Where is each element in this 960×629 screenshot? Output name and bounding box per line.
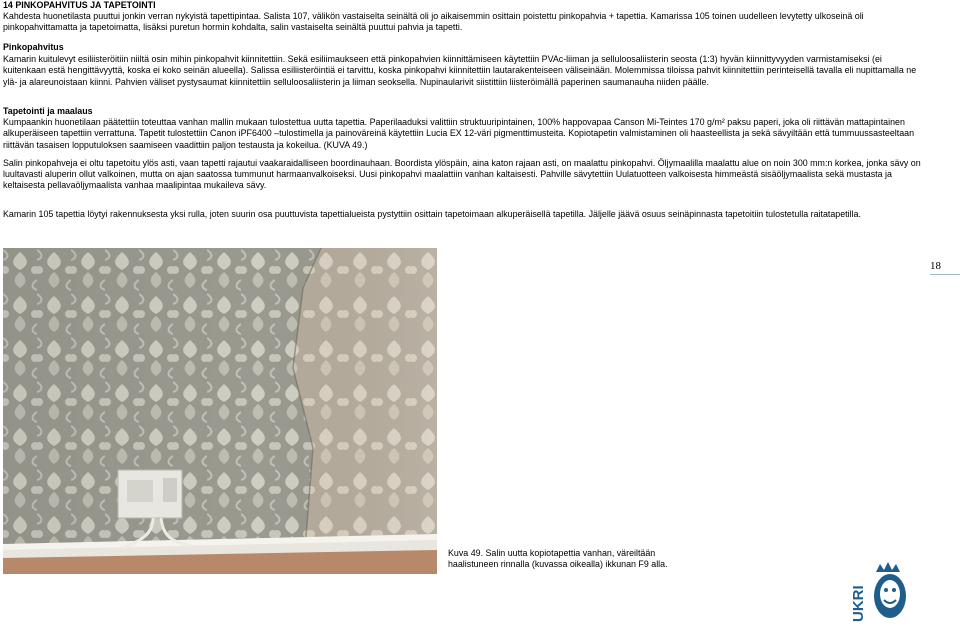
- tapetointi-section: [3, 106, 923, 221]
- section-intro: Kahdesta huonetilasta puuttui jonkin verran nykyistä tapettipintaa. Salista 107, välikön vastaiselta seinältä oli jo aikaisemmin osittain poistettu pinkopahvia + tapettia. Kamarissa 105 toinen uudelleen levytetty ulkoseinä oli pinkopahvittamatta ja tapetoimatta, lisäksi puretun hormin kohdalta, salin vastaiselta seinältä puuttui pahvia ja tapetti.: [3, 11, 864, 33]
- tapetointi-p1b: Paperilaaduksi valittiin struktuuripintainen, 100% happovapaa Canson Mi-Teintes 170 g/m² paksu paperi, joka oli riittävän mattapintainen alkuperäiseen tapettiin verrattuna. Tapetit tulostettiin Canon iPF6400 –tulostimella ja painovärein: [3, 117, 905, 139]
- wallpaper-photo: [3, 248, 437, 574]
- page-number-rule: [930, 274, 960, 275]
- page-number: 18: [930, 260, 941, 272]
- ukri-logo-art: [850, 560, 922, 624]
- tapetointi-p3a: Kamarin 105 tapettia löytyi rakennuksesta yksi rulla, joten suurin osa puuttuvista tapettialueista pystyttiin osittain tapetoimaan alkuperäisellä tapetilla.: [3, 209, 587, 220]
- pinkopahvitus-heading: Pinkopahvitus: [3, 42, 64, 52]
- pinkopahvitus-section: [3, 42, 923, 88]
- tapetointi-heading: Tapetointi ja maalaus: [3, 106, 93, 116]
- crowned-head-emblem-icon: [874, 562, 906, 618]
- pinkopahvitus-paragraph: [3, 54, 923, 88]
- main-text: [3, 0, 923, 34]
- ukri-logo: [850, 560, 922, 624]
- tapetointi-p1c: ä käytettiin Lucia EX 12-väri pigmenttimusteita. Kopiotapetin valmistaminen oli haasteellista ja sekä sävyiltään että tummuussasteeltaan riittävän tasaisen lopputuloksen saamiseen vaadittiin paljon testausta ja kokeilua. (KUVA 49.): [3, 128, 915, 150]
- figure-caption: Kuva 49. Salin uutta kopiotapettia vanhan, väreiltään haalistuneen rinnalla (kuvassa oikealla) ikkunan F9 alla.: [448, 548, 668, 569]
- tapetointi-p2b: Öljymaalilla maalattu alue on noin 300 mm:n korkea, jonka sävy on luultavasti aluperin ollut valkoinen, mutta on ajan saatossa tummunut harmaanvalkoiseksi. Uusi pinkopahvi maalattiin vanhan kaltaisesti. Pahville sävytettiin Uulatuotteen valkoisesta himmeästä sisäöljymaalista sekä mustasta ja keltaisesta pellavaöljymaalista vanhaa maalipintaa mukaileva sävy.: [3, 157, 921, 191]
- logo-text: UKRI: [850, 585, 867, 622]
- pinkopahvitus-p2: Sekä esiliimaukseen että pinkopahvien kiinnittämiseen käytettiin PVAc-liiman ja selluloosaliisterin seosta (1:3) hyvän kiinnittyvyyden varmistamiseksi (ei kuitenkaan estä hengittävyyttä, koska ei koko seinän alueella). Salissa esiliisteröintiä ei tarvittu, koska pinkopahvi kiinnitettiin lautarakenteiseen väliseinään. Molemmissa tiloissa pahvit kiinnitettiin perinteisellä tavalla eli nupittamalla ne ylä- ja alareunoistaan kiinni. Pahvien väliset pystysaumat kiinnitettiin selluloosaliisterin ja liiman seoksella. Nupinaularivit siistittiin liisteröimällä paperinen saumanauha niiden päälle.: [3, 54, 917, 87]
- tapetointi-paragraph-1: [3, 117, 923, 151]
- wallpaper-photo-art: [3, 248, 437, 574]
- section-heading: 14 PINKOPAHVITUS JA TAPETOINTI: [3, 0, 156, 10]
- tapetointi-paragraph-3: [3, 209, 923, 220]
- pinkopahvitus-p1: Kamarin kuitulevyt esiliisteröitiin niiltä osin mihin pinkopahvit kiinnitettiin.: [3, 54, 286, 65]
- tapetointi-p1a: Kumpaankin huonetilaan päätettiin toteuttaa vanhan mallin mukaan tulostettua uutta tapettia.: [3, 117, 368, 128]
- tapetointi-p2a: Salin pinkopahveja ei oltu tapetoitu ylös asti, vaan tapetti rajautui vaakaraidalliseen boordinauhaan. Boordista ylöspäin, aina katon rajaan asti, on maalattu pinkopahvi.: [3, 157, 656, 168]
- tapetointi-paragraph-2: [3, 158, 923, 192]
- tapetointi-p3b: Jäljelle jäävä osuus seinäpinnasta tapetoitiin tulostetulla raitatapetilla.: [586, 209, 861, 220]
